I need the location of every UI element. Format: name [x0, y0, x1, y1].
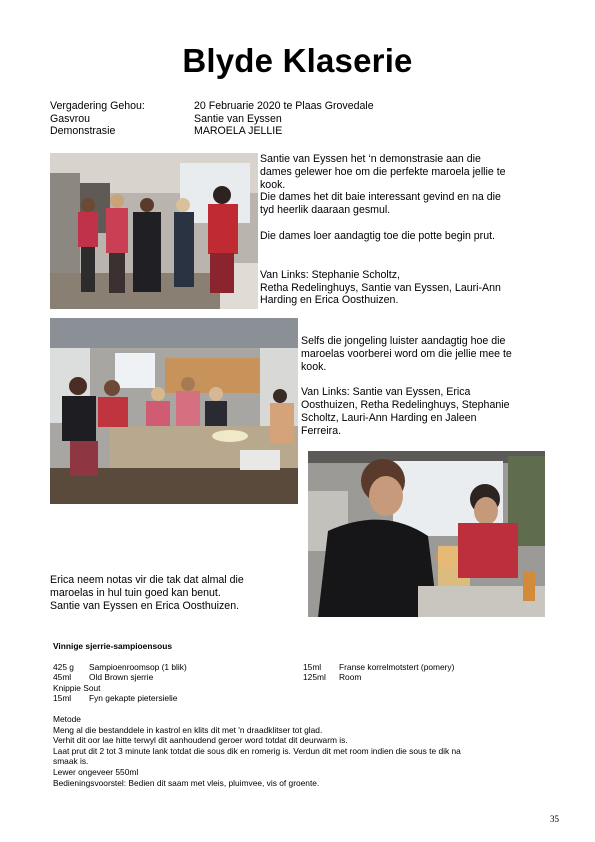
method-line: Verhit dit oor lae hitte terwyl dit aanhoudend geroer word totdat dit deurwarm is.: [53, 735, 348, 746]
section1-line: Santie van Eyssen het ‘n demonstrasie aan die: [260, 153, 481, 165]
section2-text: [301, 335, 551, 438]
demo-label: Demonstrasie: [50, 125, 116, 137]
ingredient-qty: 425 g: [53, 661, 74, 672]
section1-names: Harding en Erica Oosthuizen.: [260, 294, 399, 307]
section1-line: kook.: [260, 178, 286, 191]
recipe-section: [53, 641, 553, 788]
section2-line: maroelas voorberei word om die jellie mee te: [301, 347, 512, 360]
method-line: Laat prut dit 2 tot 3 minute lank totdat die sous dik en romerig is. Verdun dit met room indien die sous te dik na: [53, 745, 461, 756]
page-title: Blyde Klaserie: [182, 42, 413, 79]
demo-value: MAROELA JELLIE: [194, 125, 283, 137]
ingredient-item: [53, 693, 303, 704]
page-number: 35: [550, 814, 559, 824]
ingredients-right-column: [303, 662, 553, 704]
method-block: [53, 714, 553, 788]
ingredient-name: Fyn gekapte pietersielie: [89, 693, 178, 704]
ingredient-name: Room: [339, 672, 362, 683]
ingredient-item: [53, 662, 303, 673]
ingredients-list: [53, 662, 553, 704]
section1-text: [260, 153, 550, 307]
method-line: Bedieningsvoorstel: Bedien dit saam met vleis, pluimvee, vis of groente.: [53, 777, 320, 788]
section2-names: Van Links: Santie van Eyssen, Erica: [301, 386, 471, 399]
host-value: Santie van Eyssen: [194, 112, 282, 125]
ingredient-name: Franse korrelmotstert (pomery): [339, 661, 455, 672]
ingredient-qty: 15ml: [303, 661, 322, 672]
meeting-info: [50, 100, 374, 138]
section1-pots-text: Die dames loer aandagtig toe die potte begin prut.: [260, 229, 495, 242]
section2-names: Scholtz, Lauri-Ann Harding en Jaleen: [301, 411, 477, 424]
ingredient-item: [53, 683, 303, 694]
section3-line: Erica neem notas vir die tak dat almal die: [50, 574, 244, 586]
section2-names: Oosthuizen, Retha Redelinghuys, Stephanie: [301, 399, 510, 412]
meeting-row: [50, 100, 374, 113]
section3-line: Santie van Eyssen en Erica Oosthuizen.: [50, 599, 240, 612]
meeting-value: 20 Februarie 2020 te Plaas Grovedale: [194, 100, 374, 112]
ingredient-qty: 125ml: [303, 672, 326, 683]
ingredient-item: [303, 672, 553, 683]
demo-row: [50, 125, 374, 138]
ingredient-item: [53, 672, 303, 683]
method-line: Meng al die bestanddele in kastrol en klits dit met 'n draadklitser tot glad.: [53, 724, 323, 735]
host-row: [50, 113, 374, 126]
method-title: Metode: [53, 713, 81, 724]
meeting-label: Vergadering Gehou:: [50, 100, 145, 112]
section1-line: Die dames het dit baie interessant gevind en na die: [260, 191, 501, 204]
photo-kitchen-demonstration: [50, 153, 258, 309]
ingredient-qty: 45ml: [53, 672, 72, 683]
section1-line: dames gelewer hoe om die perfekte maroela jellie te: [260, 165, 506, 178]
recipe-title: Vinnige sjerrie-sampioensous: [53, 641, 172, 651]
host-label: Gasvrou: [50, 112, 91, 125]
ingredient-name: Sampioenroomsop (1 blik): [89, 661, 187, 672]
method-line: Lewer ongeveer 550ml: [53, 766, 139, 777]
photo-pouring-jelly: [308, 451, 545, 617]
section2-line: Selfs die jongeling luister aandagtig hoe die: [301, 335, 506, 347]
ingredient-item: [303, 662, 553, 673]
method-line: smaak is.: [53, 756, 89, 767]
photo-table-group: [50, 318, 298, 504]
section3-line: maroelas in hul tuin goed kan benut.: [50, 586, 221, 599]
ingredient-name: Knippie Sout: [53, 682, 101, 693]
section2-names: Ferreira.: [301, 424, 342, 437]
ingredients-left-column: [53, 662, 303, 704]
section3-text: [50, 574, 305, 612]
ingredient-qty: 15ml: [53, 693, 72, 704]
section1-names: Van Links: Stephanie Scholtz,: [260, 268, 400, 281]
section2-line: kook.: [301, 360, 327, 373]
section1-names: Retha Redelinghuys, Santie van Eyssen, Lauri-Ann: [260, 281, 501, 294]
section1-line: tyd heerlik daaraan gesmul.: [260, 204, 391, 217]
ingredient-name: Old Brown sjerrie: [89, 672, 154, 683]
